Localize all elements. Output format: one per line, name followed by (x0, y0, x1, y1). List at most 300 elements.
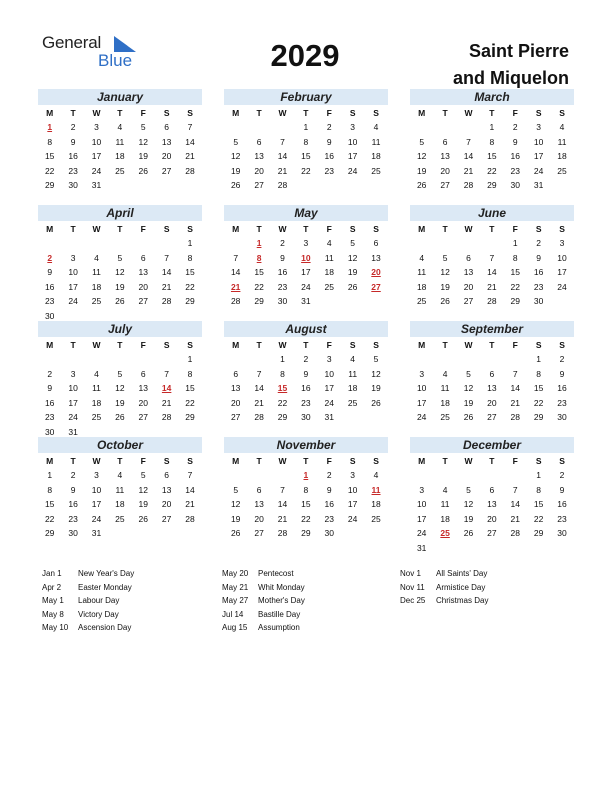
day: 29 (44, 180, 55, 190)
day: 24 (416, 412, 427, 422)
day: 23 (324, 513, 334, 524)
day: 13 (138, 267, 148, 277)
week-row (224, 294, 388, 309)
day: 1 (489, 122, 495, 132)
weekday-label: S (187, 224, 193, 234)
day: 9 (280, 252, 285, 263)
day: 2 (536, 238, 542, 248)
day: 3 (419, 368, 425, 379)
day: 26 (138, 513, 148, 524)
day: 24 (68, 296, 78, 306)
weekday-header (38, 455, 202, 468)
weekday-label: M (232, 340, 240, 350)
day: 15 (510, 267, 520, 277)
day: 20 (161, 499, 172, 509)
day: 24 (68, 412, 78, 422)
weekday-label: T (489, 224, 495, 234)
day: 12 (230, 151, 241, 161)
month-december (410, 437, 574, 555)
weekday-label: W (92, 456, 101, 466)
empty-day (433, 468, 456, 483)
empty-day (364, 410, 387, 425)
day: 26 (347, 281, 358, 292)
day: 30 (557, 412, 567, 422)
month-august (224, 321, 388, 425)
day: 23 (533, 281, 544, 292)
week-row (410, 468, 574, 483)
day: 2 (70, 470, 76, 480)
day: 16 (324, 151, 334, 161)
week-row (410, 164, 574, 179)
weekday-header (38, 107, 202, 120)
week-row (224, 468, 388, 483)
holiday-date: Apr 2 (42, 582, 62, 592)
day: 22 (533, 397, 544, 408)
day: 25 (371, 165, 381, 176)
day: 3 (536, 122, 542, 132)
week-row (224, 381, 388, 396)
weekday-label: F (326, 340, 332, 350)
day: 17 (416, 397, 427, 408)
week-row (224, 367, 388, 382)
day: 11 (92, 267, 101, 277)
week-row (410, 265, 574, 280)
day: 14 (510, 499, 520, 509)
day: 7 (187, 470, 193, 480)
week-row (224, 135, 388, 150)
empty-day (341, 526, 364, 541)
weekday-label: F (512, 456, 518, 466)
day: 6 (256, 484, 262, 495)
day: 9 (512, 136, 518, 147)
day: 17 (68, 397, 78, 408)
day: 29 (254, 296, 264, 306)
day: 30 (44, 426, 55, 437)
month-april (38, 205, 202, 323)
day: 5 (140, 122, 146, 132)
day: 22 (185, 397, 195, 408)
empty-day (550, 541, 573, 556)
day: 20 (254, 513, 264, 524)
weekday-header (38, 339, 202, 352)
day: 18 (324, 267, 334, 277)
holiday-name: Easter Monday (78, 582, 132, 592)
day: 19 (371, 383, 381, 393)
empty-day (457, 352, 480, 367)
day: 28 (230, 296, 241, 306)
day: 21 (277, 165, 288, 176)
empty-day (457, 120, 480, 135)
day: 8 (303, 136, 309, 147)
day: 20 (440, 165, 450, 176)
empty-day (61, 236, 84, 251)
week-row (224, 396, 388, 411)
weekday-label: T (70, 224, 76, 234)
day: 3 (419, 484, 425, 495)
day: 12 (115, 383, 125, 393)
weekday-label: T (256, 108, 262, 118)
empty-day (271, 120, 294, 135)
day: 19 (463, 397, 474, 408)
week-row (38, 468, 202, 483)
week-row (410, 526, 574, 541)
week-row (224, 526, 388, 541)
day: 31 (91, 180, 102, 190)
weekday-header (224, 455, 388, 468)
weekday-label: T (256, 456, 262, 466)
weekday-header (410, 455, 574, 468)
day: 10 (347, 484, 358, 495)
holiday-day: 8 (256, 252, 262, 263)
empty-day (480, 541, 503, 556)
weekday-label: F (326, 108, 332, 118)
holiday-item (222, 596, 305, 610)
day: 15 (44, 151, 55, 161)
week-row (410, 497, 574, 512)
day: 27 (487, 412, 497, 422)
day: 20 (230, 397, 241, 408)
weekday-label: M (46, 224, 54, 234)
day: 17 (91, 499, 102, 509)
day: 9 (559, 368, 565, 379)
month-may (224, 205, 388, 309)
day: 9 (326, 484, 332, 495)
empty-day (132, 236, 155, 251)
week-row (224, 149, 388, 164)
day: 2 (70, 122, 76, 132)
day: 3 (326, 354, 332, 364)
day: 25 (440, 412, 450, 422)
empty-day (224, 352, 247, 367)
calendar-year: 2029 (270, 38, 340, 73)
holiday-name: Christmas Day (436, 596, 489, 605)
month-name: December (410, 437, 574, 453)
day: 27 (161, 165, 172, 176)
day: 25 (371, 513, 381, 524)
holiday-item (42, 623, 134, 637)
empty-day (247, 120, 270, 135)
weekday-label: T (117, 224, 123, 234)
day: 22 (301, 165, 311, 176)
day: 27 (161, 513, 172, 524)
week-row (224, 265, 388, 280)
weekday-label: S (349, 224, 356, 234)
day: 5 (140, 470, 146, 480)
holiday-name: New Year's Day (78, 569, 135, 578)
day: 3 (303, 238, 309, 248)
day: 27 (487, 528, 497, 538)
day: 19 (115, 397, 125, 408)
day: 28 (254, 412, 264, 422)
month-name: July (38, 321, 202, 337)
day: 14 (185, 484, 195, 495)
day: 5 (233, 484, 239, 495)
day: 16 (44, 397, 55, 408)
day: 14 (510, 383, 520, 393)
day: 4 (326, 238, 332, 248)
day: 11 (440, 383, 450, 393)
day: 26 (371, 397, 381, 408)
day: 16 (44, 281, 55, 292)
day: 5 (117, 368, 123, 379)
weekday-label: T (117, 456, 123, 466)
week-row (410, 149, 574, 164)
day: 21 (510, 397, 520, 408)
day: 20 (138, 281, 148, 292)
holiday-day: 11 (371, 484, 381, 495)
week-row (224, 178, 388, 193)
month-september (410, 321, 574, 425)
day: 8 (187, 252, 193, 263)
day: 5 (466, 368, 471, 379)
day: 2 (47, 368, 53, 379)
day: 8 (512, 252, 518, 263)
day: 23 (68, 513, 78, 524)
weekday-label: F (140, 340, 146, 350)
day: 26 (138, 165, 148, 176)
weekday-label: M (46, 108, 54, 118)
day: 24 (324, 397, 334, 408)
day: 5 (373, 354, 379, 364)
week-row (410, 396, 574, 411)
day: 11 (115, 484, 125, 495)
day: 19 (230, 165, 241, 176)
day: 8 (47, 484, 53, 495)
weekday-label: S (535, 456, 542, 466)
weekday-label: T (70, 340, 76, 350)
week-row (410, 367, 574, 382)
week-row (38, 265, 202, 280)
empty-day (108, 236, 131, 251)
day: 19 (440, 281, 450, 292)
day: 15 (487, 151, 497, 161)
day: 24 (301, 281, 311, 292)
holiday-column (400, 569, 488, 610)
weekday-label: F (326, 456, 332, 466)
day: 17 (347, 151, 358, 161)
week-row (410, 251, 574, 266)
empty-day (410, 468, 433, 483)
empty-day (224, 120, 247, 135)
month-name: June (410, 205, 574, 221)
holiday-day: 1 (47, 122, 53, 132)
day: 30 (44, 310, 55, 321)
day: 7 (256, 368, 262, 379)
weekday-label: S (535, 340, 542, 350)
month-name: April (38, 205, 202, 221)
weekday-label: W (278, 340, 287, 350)
day: 31 (301, 296, 311, 306)
day: 19 (347, 267, 358, 277)
day: 7 (164, 252, 170, 263)
weekday-label: S (163, 224, 170, 234)
empty-day (504, 541, 527, 556)
day: 1 (512, 238, 518, 248)
day: 19 (138, 151, 148, 161)
weekday-label: S (373, 224, 379, 234)
week-row (224, 352, 388, 367)
weekday-label: T (442, 456, 448, 466)
day: 13 (371, 252, 381, 263)
weekday-label: S (535, 108, 542, 118)
day: 18 (91, 281, 102, 292)
week-row (38, 497, 202, 512)
day: 30 (68, 180, 78, 190)
empty-day (480, 352, 503, 367)
weekday-label: S (535, 224, 542, 234)
day: 6 (140, 252, 146, 263)
day: 4 (94, 252, 99, 263)
empty-day (364, 178, 387, 193)
day: 18 (115, 151, 125, 161)
empty-day (224, 236, 247, 251)
holiday-column (42, 569, 134, 637)
day: 6 (256, 136, 262, 147)
day: 7 (233, 252, 239, 263)
day: 28 (185, 513, 195, 524)
day: 10 (68, 267, 78, 277)
day: 12 (440, 267, 450, 277)
empty-day (364, 294, 387, 309)
holiday-item (400, 596, 488, 610)
weekday-label: W (278, 224, 287, 234)
weekday-label: S (559, 108, 565, 118)
weekday-label: S (163, 340, 170, 350)
empty-day (61, 352, 84, 367)
day: 27 (254, 180, 264, 190)
day: 1 (536, 470, 542, 480)
day: 7 (280, 484, 285, 495)
empty-day (155, 526, 178, 541)
week-row (410, 236, 574, 251)
holiday-day: 10 (301, 252, 311, 263)
country-line-2: and Miquelon (453, 68, 569, 88)
week-row (224, 483, 388, 498)
day: 9 (47, 383, 53, 393)
day: 23 (301, 397, 311, 408)
week-row (224, 236, 388, 251)
day: 24 (91, 513, 102, 524)
weekday-label: W (464, 456, 473, 466)
day: 6 (373, 238, 379, 248)
week-row (38, 149, 202, 164)
day: 14 (277, 499, 288, 509)
weekday-label: S (163, 108, 170, 118)
day: 10 (68, 383, 78, 393)
day: 13 (254, 151, 264, 161)
day: 22 (44, 513, 55, 524)
day: 22 (44, 165, 55, 176)
day: 26 (463, 412, 474, 422)
day: 12 (138, 136, 148, 147)
empty-day (224, 468, 247, 483)
empty-day (457, 236, 480, 251)
empty-day (457, 541, 480, 556)
empty-day (364, 526, 387, 541)
weekday-label: T (256, 340, 262, 350)
day: 24 (416, 528, 427, 538)
day: 11 (324, 252, 334, 263)
day: 26 (416, 180, 427, 190)
holiday-item (42, 596, 134, 610)
month-name: May (224, 205, 388, 221)
logo-general-text: General (42, 33, 102, 52)
empty-day (527, 541, 550, 556)
week-row (224, 251, 388, 266)
day: 17 (533, 151, 544, 161)
day: 2 (280, 238, 285, 248)
day: 23 (510, 165, 520, 176)
day: 16 (277, 267, 288, 277)
day: 2 (303, 354, 309, 364)
empty-day (550, 294, 573, 309)
day: 6 (164, 470, 170, 480)
week-row (410, 512, 574, 527)
day: 29 (533, 412, 544, 422)
weekday-label: W (464, 224, 473, 234)
week-row (38, 526, 202, 541)
empty-day (550, 178, 573, 193)
month-october (38, 437, 202, 541)
day: 31 (91, 528, 102, 538)
day: 26 (463, 528, 474, 538)
day: 21 (463, 165, 474, 176)
logo (42, 33, 142, 73)
weekday-label: S (373, 108, 379, 118)
weekday-label: T (303, 224, 309, 234)
day: 21 (510, 513, 520, 524)
day: 22 (487, 165, 497, 176)
holiday-name: Assumption (258, 623, 300, 632)
day: 4 (559, 122, 565, 132)
country-title (453, 38, 569, 92)
day: 7 (164, 368, 170, 379)
day: 27 (440, 180, 450, 190)
weekday-header (224, 339, 388, 352)
empty-day (271, 468, 294, 483)
day: 12 (138, 484, 148, 495)
day: 30 (277, 296, 288, 306)
day: 17 (68, 281, 78, 292)
day: 1 (280, 354, 285, 364)
day: 2 (559, 354, 565, 364)
day: 27 (138, 412, 148, 422)
week-row (410, 178, 574, 193)
day: 4 (94, 368, 99, 379)
day: 9 (559, 484, 565, 495)
day: 22 (185, 281, 195, 292)
empty-day (457, 468, 480, 483)
day: 19 (230, 513, 241, 524)
weekday-label: M (46, 340, 54, 350)
holiday-item (400, 569, 488, 583)
holiday-day: 20 (371, 267, 381, 277)
weekday-label: F (140, 456, 146, 466)
day: 11 (371, 136, 381, 147)
day: 11 (417, 267, 427, 277)
weekday-label: M (418, 108, 426, 118)
weekday-label: T (117, 108, 123, 118)
day: 30 (533, 296, 544, 306)
day: 17 (416, 513, 427, 524)
month-february (224, 89, 388, 193)
day: 21 (161, 281, 172, 292)
day: 4 (117, 470, 123, 480)
holiday-date: May 21 (222, 582, 249, 592)
holiday-item (222, 610, 305, 624)
day: 7 (466, 136, 471, 147)
holiday-item (222, 583, 305, 597)
